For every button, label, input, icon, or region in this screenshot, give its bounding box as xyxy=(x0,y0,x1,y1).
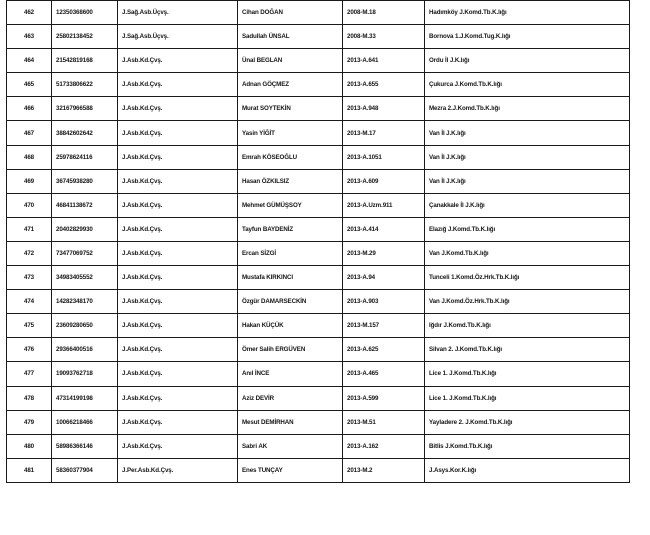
registry-cell: 2013-A.625 xyxy=(343,338,425,362)
name-cell: Aziz DEVİR xyxy=(238,386,343,410)
name-cell: Adnan GÖÇMEZ xyxy=(238,73,343,97)
row-number-cell: 462 xyxy=(7,1,52,25)
name-cell: Anıl İNCE xyxy=(238,362,343,386)
id-number-cell: 38842602642 xyxy=(52,121,118,145)
rank-cell: J.Asb.Kd.Çvş. xyxy=(118,266,238,290)
registry-cell: 2013-M.51 xyxy=(343,410,425,434)
id-number-cell: 58360377904 xyxy=(52,458,118,482)
registry-cell: 2013-A.903 xyxy=(343,290,425,314)
table-row xyxy=(7,73,630,97)
row-number-cell: 463 xyxy=(7,25,52,49)
unit-cell: Çanakkale İl J.K.lığı xyxy=(425,193,630,217)
name-cell: Ercan SİZGİ xyxy=(238,241,343,265)
name-cell: Ömer Salih ERGÜVEN xyxy=(238,338,343,362)
rank-cell: J.Asb.Kd.Çvş. xyxy=(118,241,238,265)
unit-cell: Bornova 1.J.Komd.Tug.K.lığı xyxy=(425,25,630,49)
registry-cell: 2013-M.2 xyxy=(343,458,425,482)
rank-cell: J.Asb.Kd.Çvş. xyxy=(118,410,238,434)
registry-cell: 2013-A.465 xyxy=(343,362,425,386)
row-number-cell: 481 xyxy=(7,458,52,482)
registry-cell: 2013-M.157 xyxy=(343,314,425,338)
name-cell: Ünal BEGLAN xyxy=(238,49,343,73)
id-number-cell: 47314199198 xyxy=(52,386,118,410)
table-row xyxy=(7,25,630,49)
row-number-cell: 467 xyxy=(7,121,52,145)
table-row xyxy=(7,434,630,458)
unit-cell: J.Asys.Kor.K.lığı xyxy=(425,458,630,482)
unit-cell: Lice 1. J.Komd.Tb.K.lığı xyxy=(425,362,630,386)
registry-cell: 2008-M.18 xyxy=(343,1,425,25)
name-cell: Cihan DOĞAN xyxy=(238,1,343,25)
unit-cell: Van İl J.K.lığı xyxy=(425,121,630,145)
rank-cell: J.Per.Asb.Kd.Çvş. xyxy=(118,458,238,482)
id-number-cell: 34983405552 xyxy=(52,266,118,290)
name-cell: Hakan KÜÇÜK xyxy=(238,314,343,338)
row-number-cell: 468 xyxy=(7,145,52,169)
row-number-cell: 479 xyxy=(7,410,52,434)
unit-cell: Çukurca J.Komd.Tb.K.lığı xyxy=(425,73,630,97)
row-number-cell: 466 xyxy=(7,97,52,121)
id-number-cell: 32167966588 xyxy=(52,97,118,121)
rank-cell: J.Asb.Kd.Çvş. xyxy=(118,362,238,386)
row-number-cell: 476 xyxy=(7,338,52,362)
unit-cell: Ordu İl J.K.lığı xyxy=(425,49,630,73)
name-cell: Emrah KÖSEOĞLU xyxy=(238,145,343,169)
row-number-cell: 477 xyxy=(7,362,52,386)
row-number-cell: 480 xyxy=(7,434,52,458)
unit-cell: Van J.Komd.Tb.K.lığı xyxy=(425,241,630,265)
id-number-cell: 12350368600 xyxy=(52,1,118,25)
unit-cell: Bitlis J.Komd.Tb.K.lığı xyxy=(425,434,630,458)
registry-cell: 2013-M.17 xyxy=(343,121,425,145)
id-number-cell: 21542819168 xyxy=(52,49,118,73)
id-number-cell: 10066218466 xyxy=(52,410,118,434)
id-number-cell: 73477069752 xyxy=(52,241,118,265)
rank-cell: J.Asb.Kd.Çvş. xyxy=(118,386,238,410)
id-number-cell: 20402829930 xyxy=(52,217,118,241)
registry-cell: 2008-M.33 xyxy=(343,25,425,49)
rank-cell: J.Asb.Kd.Çvş. xyxy=(118,145,238,169)
rank-cell: J.Sağ.Asb.Üçvş. xyxy=(118,1,238,25)
table-row xyxy=(7,49,630,73)
registry-cell: 2013-A.1051 xyxy=(343,145,425,169)
registry-cell: 2013-M.29 xyxy=(343,241,425,265)
table-row xyxy=(7,338,630,362)
row-number-cell: 470 xyxy=(7,193,52,217)
unit-cell: Mezra 2.J.Komd.Tb.K.lığı xyxy=(425,97,630,121)
id-number-cell: 36745938280 xyxy=(52,169,118,193)
id-number-cell: 58986366146 xyxy=(52,434,118,458)
table-row xyxy=(7,386,630,410)
unit-cell: Silvan 2. J.Komd.Tb.K.lığı xyxy=(425,338,630,362)
name-cell: Sabri AK xyxy=(238,434,343,458)
name-cell: Mehmet GÜMÜŞSOY xyxy=(238,193,343,217)
table-row xyxy=(7,121,630,145)
rank-cell: J.Asb.Kd.Çvş. xyxy=(118,49,238,73)
name-cell: Özgür DAMARSECKİN xyxy=(238,290,343,314)
table-row xyxy=(7,458,630,482)
row-number-cell: 473 xyxy=(7,266,52,290)
unit-cell: Tunceli 1.Komd.Öz.Hrk.Tb.K.lığı xyxy=(425,266,630,290)
table-row xyxy=(7,97,630,121)
table-row xyxy=(7,241,630,265)
name-cell: Murat SOYTEKİN xyxy=(238,97,343,121)
unit-cell: Van İl J.K.lığı xyxy=(425,145,630,169)
id-number-cell: 19093762718 xyxy=(52,362,118,386)
id-number-cell: 25802138452 xyxy=(52,25,118,49)
unit-cell: Elazığ J.Komd.Tb.K.lığı xyxy=(425,217,630,241)
unit-cell: Lice 1. J.Komd.Tb.K.lığı xyxy=(425,386,630,410)
name-cell: Sadullah ÜNSAL xyxy=(238,25,343,49)
row-number-cell: 465 xyxy=(7,73,52,97)
id-number-cell: 25978624116 xyxy=(52,145,118,169)
rank-cell: J.Asb.Kd.Çvş. xyxy=(118,169,238,193)
name-cell: Hasan ÖZKILSIZ xyxy=(238,169,343,193)
rank-cell: J.Asb.Kd.Çvş. xyxy=(118,434,238,458)
row-number-cell: 475 xyxy=(7,314,52,338)
registry-cell: 2013-A.655 xyxy=(343,73,425,97)
unit-cell: Van J.Komd.Öz.Hrk.Tb.K.lığı xyxy=(425,290,630,314)
rank-cell: J.Asb.Kd.Çvş. xyxy=(118,314,238,338)
rank-cell: J.Asb.Kd.Çvş. xyxy=(118,97,238,121)
rank-cell: J.Asb.Kd.Çvş. xyxy=(118,121,238,145)
table-row xyxy=(7,1,630,25)
rank-cell: J.Asb.Kd.Çvş. xyxy=(118,193,238,217)
table-row xyxy=(7,314,630,338)
unit-cell: Iğdır J.Komd.Tb.K.lığı xyxy=(425,314,630,338)
personnel-table-body xyxy=(7,1,630,483)
row-number-cell: 469 xyxy=(7,169,52,193)
unit-cell: Van İl J.K.lığı xyxy=(425,169,630,193)
id-number-cell: 23609280650 xyxy=(52,314,118,338)
name-cell: Mesut DEMİRHAN xyxy=(238,410,343,434)
rank-cell: J.Asb.Kd.Çvş. xyxy=(118,217,238,241)
registry-cell: 2013-A.609 xyxy=(343,169,425,193)
id-number-cell: 29366400516 xyxy=(52,338,118,362)
id-number-cell: 14282348170 xyxy=(52,290,118,314)
rank-cell: J.Sağ.Asb.Üçvş. xyxy=(118,25,238,49)
name-cell: Yasin YİĞİT xyxy=(238,121,343,145)
table-row xyxy=(7,290,630,314)
table-row xyxy=(7,410,630,434)
rank-cell: J.Asb.Kd.Çvş. xyxy=(118,73,238,97)
id-number-cell: 51733806622 xyxy=(52,73,118,97)
registry-cell: 2013-A.599 xyxy=(343,386,425,410)
table-row xyxy=(7,362,630,386)
table-row xyxy=(7,169,630,193)
registry-cell: 2013-A.162 xyxy=(343,434,425,458)
row-number-cell: 464 xyxy=(7,49,52,73)
registry-cell: 2013-A.Uzm.911 xyxy=(343,193,425,217)
personnel-table xyxy=(6,0,630,483)
table-row xyxy=(7,266,630,290)
row-number-cell: 474 xyxy=(7,290,52,314)
registry-cell: 2013-A.94 xyxy=(343,266,425,290)
row-number-cell: 471 xyxy=(7,217,52,241)
name-cell: Enes TUNÇAY xyxy=(238,458,343,482)
unit-cell: Hadımköy J.Komd.Tb.K.lığı xyxy=(425,1,630,25)
id-number-cell: 46841138672 xyxy=(52,193,118,217)
rank-cell: J.Asb.Kd.Çvş. xyxy=(118,338,238,362)
name-cell: Tayfun BAYDENİZ xyxy=(238,217,343,241)
table-row xyxy=(7,145,630,169)
registry-cell: 2013-A.414 xyxy=(343,217,425,241)
rank-cell: J.Asb.Kd.Çvş. xyxy=(118,290,238,314)
unit-cell: Yayladere 2. J.Komd.Tb.K.lığı xyxy=(425,410,630,434)
row-number-cell: 472 xyxy=(7,241,52,265)
table-row xyxy=(7,217,630,241)
registry-cell: 2013-A.641 xyxy=(343,49,425,73)
row-number-cell: 478 xyxy=(7,386,52,410)
registry-cell: 2013-A.948 xyxy=(343,97,425,121)
name-cell: Mustafa KIRKINCI xyxy=(238,266,343,290)
table-row xyxy=(7,193,630,217)
